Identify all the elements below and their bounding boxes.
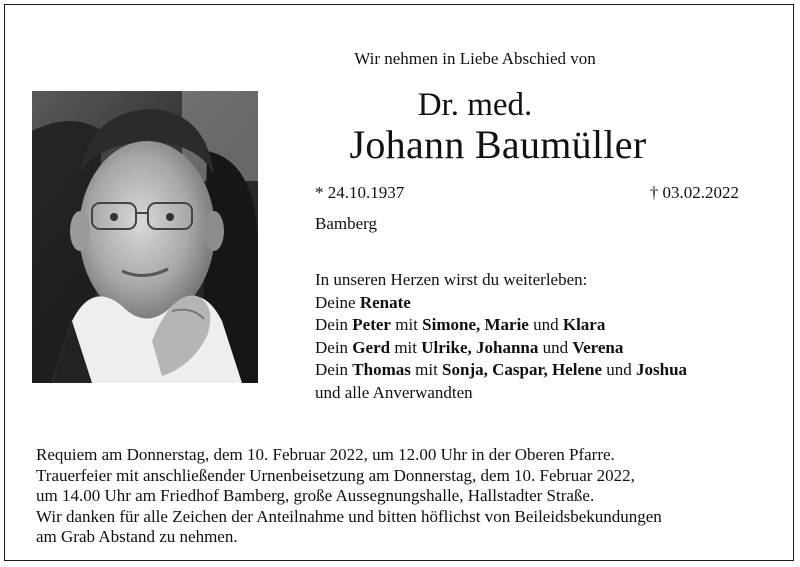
mourner-text: Deine <box>315 292 360 312</box>
mourner-text: mit <box>390 315 423 334</box>
mourner-text: mit <box>390 337 422 357</box>
notice-line: Wir danken für alle Zeichen der Anteilnahme und bitten höflichst von Beileidsbekundungen <box>36 506 662 526</box>
deceased-name: Johann Baumüller <box>349 122 647 167</box>
mourner-line <box>315 314 687 337</box>
mourner-name: Peter <box>352 315 391 334</box>
funeral-notice <box>36 445 756 548</box>
mourner-text: und <box>538 337 573 357</box>
mourner-line <box>315 337 687 360</box>
notice-line: Requiem am Donnerstag, dem 10. Februar 2022, um 12.00 Uhr in der Oberen Pfarre. <box>36 445 615 464</box>
mourner-name: Gerd <box>352 337 391 357</box>
place-text: Bamberg <box>315 214 378 233</box>
birth-date: * 24.10.1937 <box>315 183 405 202</box>
notice-line: Trauerfeier mit anschließender Urnenbeisetzung am Donnerstag, dem 10. Februar 2022, <box>36 465 635 485</box>
mourner-name: Thomas <box>352 360 411 379</box>
mourner-name: Joshua <box>636 360 688 379</box>
portrait-photo <box>32 91 258 383</box>
mourner-text: Dein <box>315 360 353 379</box>
notice-line: um 14.00 Uhr am Friedhof Bamberg, große Aussegnungshalle, Hallstadter Straße. <box>36 486 595 505</box>
mourner-line <box>315 292 687 315</box>
mourner-name: Sonja, Caspar, Helene <box>442 360 602 379</box>
mourner-text: In unseren Herzen wirst du weiterleben: <box>315 270 588 289</box>
mourner-line <box>315 269 687 292</box>
mourner-line <box>315 359 687 382</box>
mourner-name: Verena <box>572 337 624 357</box>
mourner-line <box>315 382 687 405</box>
mourner-text: Dein <box>315 337 353 357</box>
mourner-name: Simone, Marie <box>422 315 529 334</box>
notice-line: am Grab Abstand zu nehmen. <box>36 527 238 546</box>
mourner-text: mit <box>410 360 443 379</box>
death-date: † 03.02.2022 <box>649 183 739 202</box>
mourner-name: Klara <box>562 315 606 334</box>
mourner-name: Renate <box>359 292 411 312</box>
mourners-list <box>315 269 687 404</box>
intro-text: Wir nehmen in Liebe Abschied von <box>354 49 596 68</box>
mourner-text: und <box>602 360 636 379</box>
mourner-name: Ulrike, Johanna <box>421 337 539 357</box>
title-prefix: Dr. med. <box>417 87 533 123</box>
mourner-text: Dein <box>315 315 353 334</box>
obituary-frame <box>4 4 794 561</box>
mourner-text: und alle Anverwandten <box>315 382 473 402</box>
mourner-text: und <box>528 315 563 334</box>
